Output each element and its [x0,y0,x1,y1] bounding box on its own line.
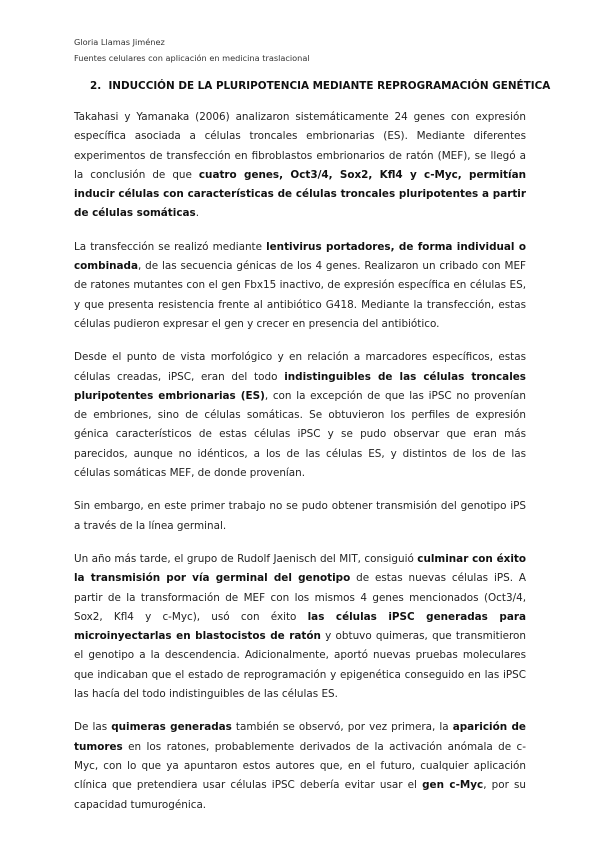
bold-phrase: cuatro genes, Oct3/4, Sox2, Kfl4 y c-Myc, permitían inducir células con características de células troncales pluripotentes a partir de células somáticas [74,168,526,220]
bold-phrase: las células iPSC generadas para microinyectarlas en blastocistos de ratón [74,610,526,643]
paragraph-4: Sin embargo, en este primer trabajo no se pudo obtener transmisión del genotipo iPS a través de la línea germinal. [74,500,526,532]
page-header [74,34,310,66]
paragraph-1: Takahasi y Yamanaka (2006) analizaron sistemáticamente 24 genes con expresión específica asociada a células troncales embrionarias (ES). Mediante diferentes experimentos de transfección en fibroblastos embrionarios de ratón (MEF), se llegó a la conclusión de que cuatro genes, Oct3/4, Sox2, Kfl4 y c-Myc, permitían inducir células con características de células troncales pluripotentes a partir de células somáticas. [74,111,526,220]
bold-phrase: aparición de tumores [74,721,526,753]
section-number: 2. [90,80,102,92]
paragraph-6: De las quimeras generadas también se observó, por vez primera, la aparición de tumores en los ratones, probablemente derivados de la activación anómala de c-Myc, con lo que ya apuntaron estos autores que, en el futuro, cualquier aplicación clínica que pretendiera usar células iPSC debería evitar usar el gen c-Myc, por su capacidad tumurogénica. [74,721,526,811]
bold-phrase: quimeras generadas [111,721,232,734]
paragraph-3: Desde el punto de vista morfológico y en relación a marcadores específicos, estas células creadas, iPSC, eran del todo indistinguibles de las células troncales pluripotentes embrionarias (ES), con la excepción de que las iPSC no provenían de embriones, sino de células somáticas. Se obtuvieron los perfiles de expresión génica característicos de estas células iPSC y se pudo observar que eran más parecidos, aunque no idénticos, a los de las células ES, y distintos de los de las células somáticas MEF, de donde provenían. [74,351,526,480]
paragraph-2: La transfección se realizó mediante lentivirus portadores, de forma individual o combinada, de las secuencia génicas de los 4 genes. Realizaron un cribado con MEF de ratones mutantes con el gen Fbx15 inactivo, de expresión específica en células ES, y que presenta resistencia frente al antibiótico G418. Mediante la transfección, estas células pudieron expresar el gen y crecer en presencia del antibiótico. [74,240,526,330]
header-author: Gloria Llamas Jiménez [74,37,165,47]
section-title: INDUCCIÓN DE LA PLURIPOTENCIA MEDIANTE REPROGRAMACIÓN GENÉTICA [108,80,551,92]
bold-phrase: gen c-Myc [422,779,484,792]
bold-phrase: lentivirus portadores, de forma individual o combinada [74,240,526,273]
document-body [74,108,526,829]
bold-phrase: culminar con éxito la transmisión por vía germinal del genotipo [74,552,526,585]
paragraph-5: Un año más tarde, el grupo de Rudolf Jaenisch del MIT, consiguió culminar con éxito la transmisión por vía germinal del genotipo de estas nuevas células iPS. A partir de la transformación de MEF con los mismos 4 genes mencionados (Oct3/4, Sox2, Kfl4 y c-Myc), usó con éxito las células iPSC generadas para microinyectarlas en blastocistos de ratón y obtuvo quimeras, que transmitieron el genotipo a la descendencia. Adicionalmente, aportó nuevas pruebas moleculares que indicaban que el estado de reprogramación y epigenética conseguido en las iPSC las hacía del todo indistinguibles de las células ES. [74,552,526,701]
header-subtitle: Fuentes celulares con aplicación en medicina traslacional [74,53,310,63]
bold-phrase: indistinguibles de las células troncales pluripotentes embrionarias (ES) [74,370,526,402]
section-heading [90,80,550,92]
